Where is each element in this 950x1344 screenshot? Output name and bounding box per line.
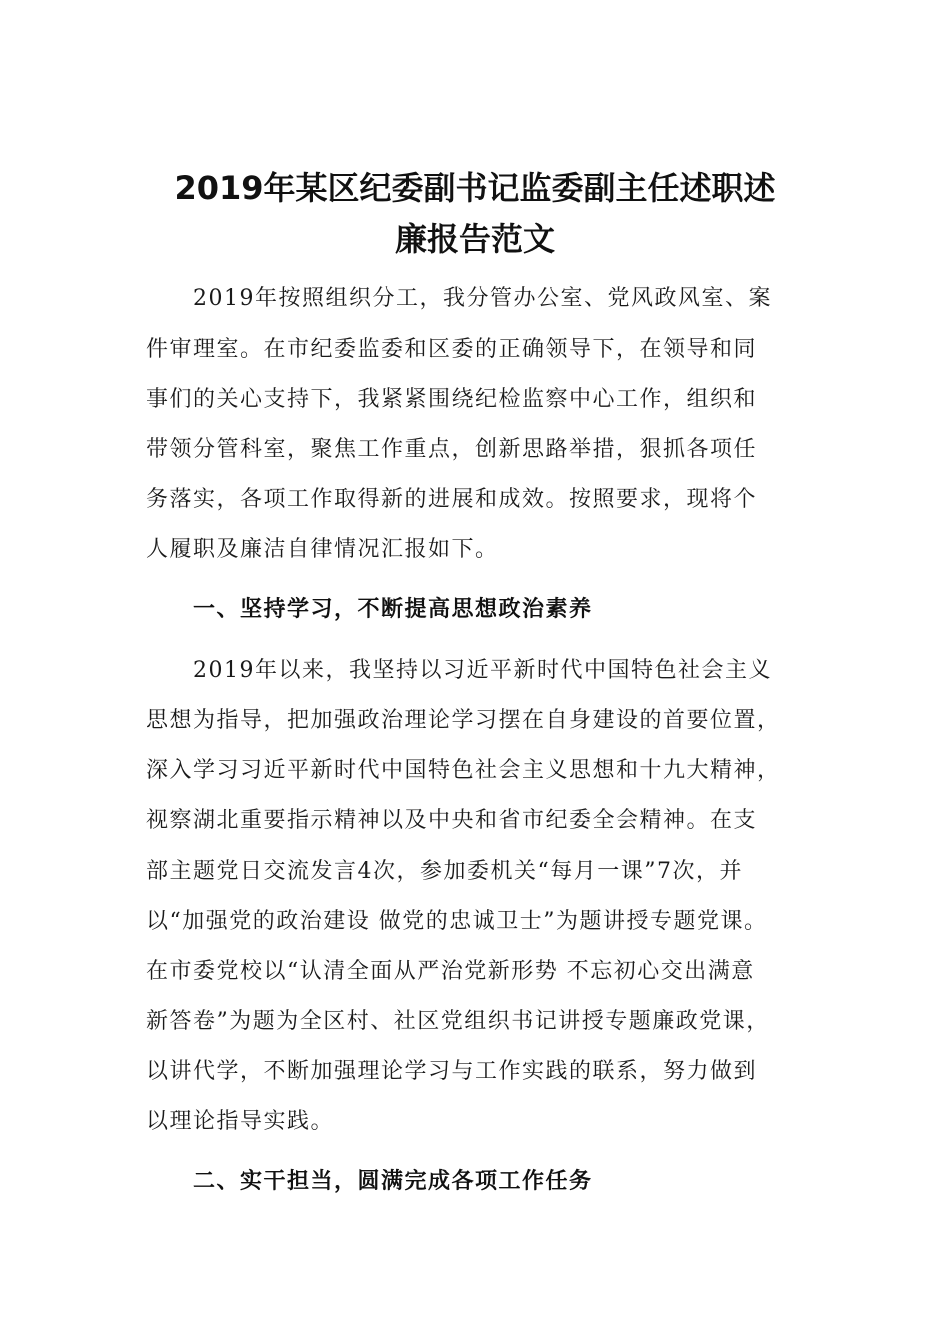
document-title-line-1: 2019年某区纪委副书记监委副主任述职述 xyxy=(174,169,776,207)
paragraph-2-line: 以理论指导实践。 xyxy=(146,1109,335,1134)
paragraph-2-line: 深入学习习近平新时代中国特色社会主义思想和十九大精神， xyxy=(146,758,781,783)
paragraph-1-line: 事们的关心支持下，我紧紧围绕纪检监察中心工作，组织和 xyxy=(146,387,758,412)
paragraph-2-line: 思想为指导，把加强政治理论学习摆在自身建设的首要位置， xyxy=(146,708,781,733)
paragraph-2-line: 在市委党校以“认清全面从严治党新形势 不忘初心交出满意 xyxy=(146,959,755,984)
paragraph-1-line: 带领分管科室，聚焦工作重点，创新思路举措，狠抓各项任 xyxy=(146,437,758,462)
paragraph-1-line: 件审理室。在市纪委监委和区委的正确领导下，在领导和同 xyxy=(146,337,758,362)
paragraph-2-line: 以“加强党的政治建设 做党的忠诚卫士”为题讲授专题党课。 xyxy=(146,909,768,934)
paragraph-2-line: 新答卷”为题为全区村、社区党组织书记讲授专题廉政党课， xyxy=(146,1009,770,1034)
document-title-line-2: 廉报告范文 xyxy=(394,220,555,258)
paragraph-1-line: 务落实，各项工作取得新的进展和成效。按照要求，现将个 xyxy=(146,487,758,512)
paragraph-1-line: 2019年按照组织分工，我分管办公室、党风政风室、案 xyxy=(193,286,772,311)
section-heading-2: 二、实干担当，圆满完成各项工作任务 xyxy=(193,1169,593,1194)
paragraph-1-line: 人履职及廉洁自律情况汇报如下。 xyxy=(146,537,499,562)
paragraph-2-line: 以讲代学，不断加强理论学习与工作实践的联系，努力做到 xyxy=(146,1059,758,1084)
paragraph-2-line: 视察湖北重要指示精神以及中央和省市纪委全会精神。在支 xyxy=(146,808,758,833)
paragraph-2-line: 部主题党日交流发言4次，参加委机关“每月一课”7次，并 xyxy=(146,859,743,884)
section-heading-1: 一、坚持学习，不断提高思想政治素养 xyxy=(193,597,593,622)
paragraph-2-line: 2019年以来，我坚持以习近平新时代中国特色社会主义 xyxy=(193,658,772,683)
